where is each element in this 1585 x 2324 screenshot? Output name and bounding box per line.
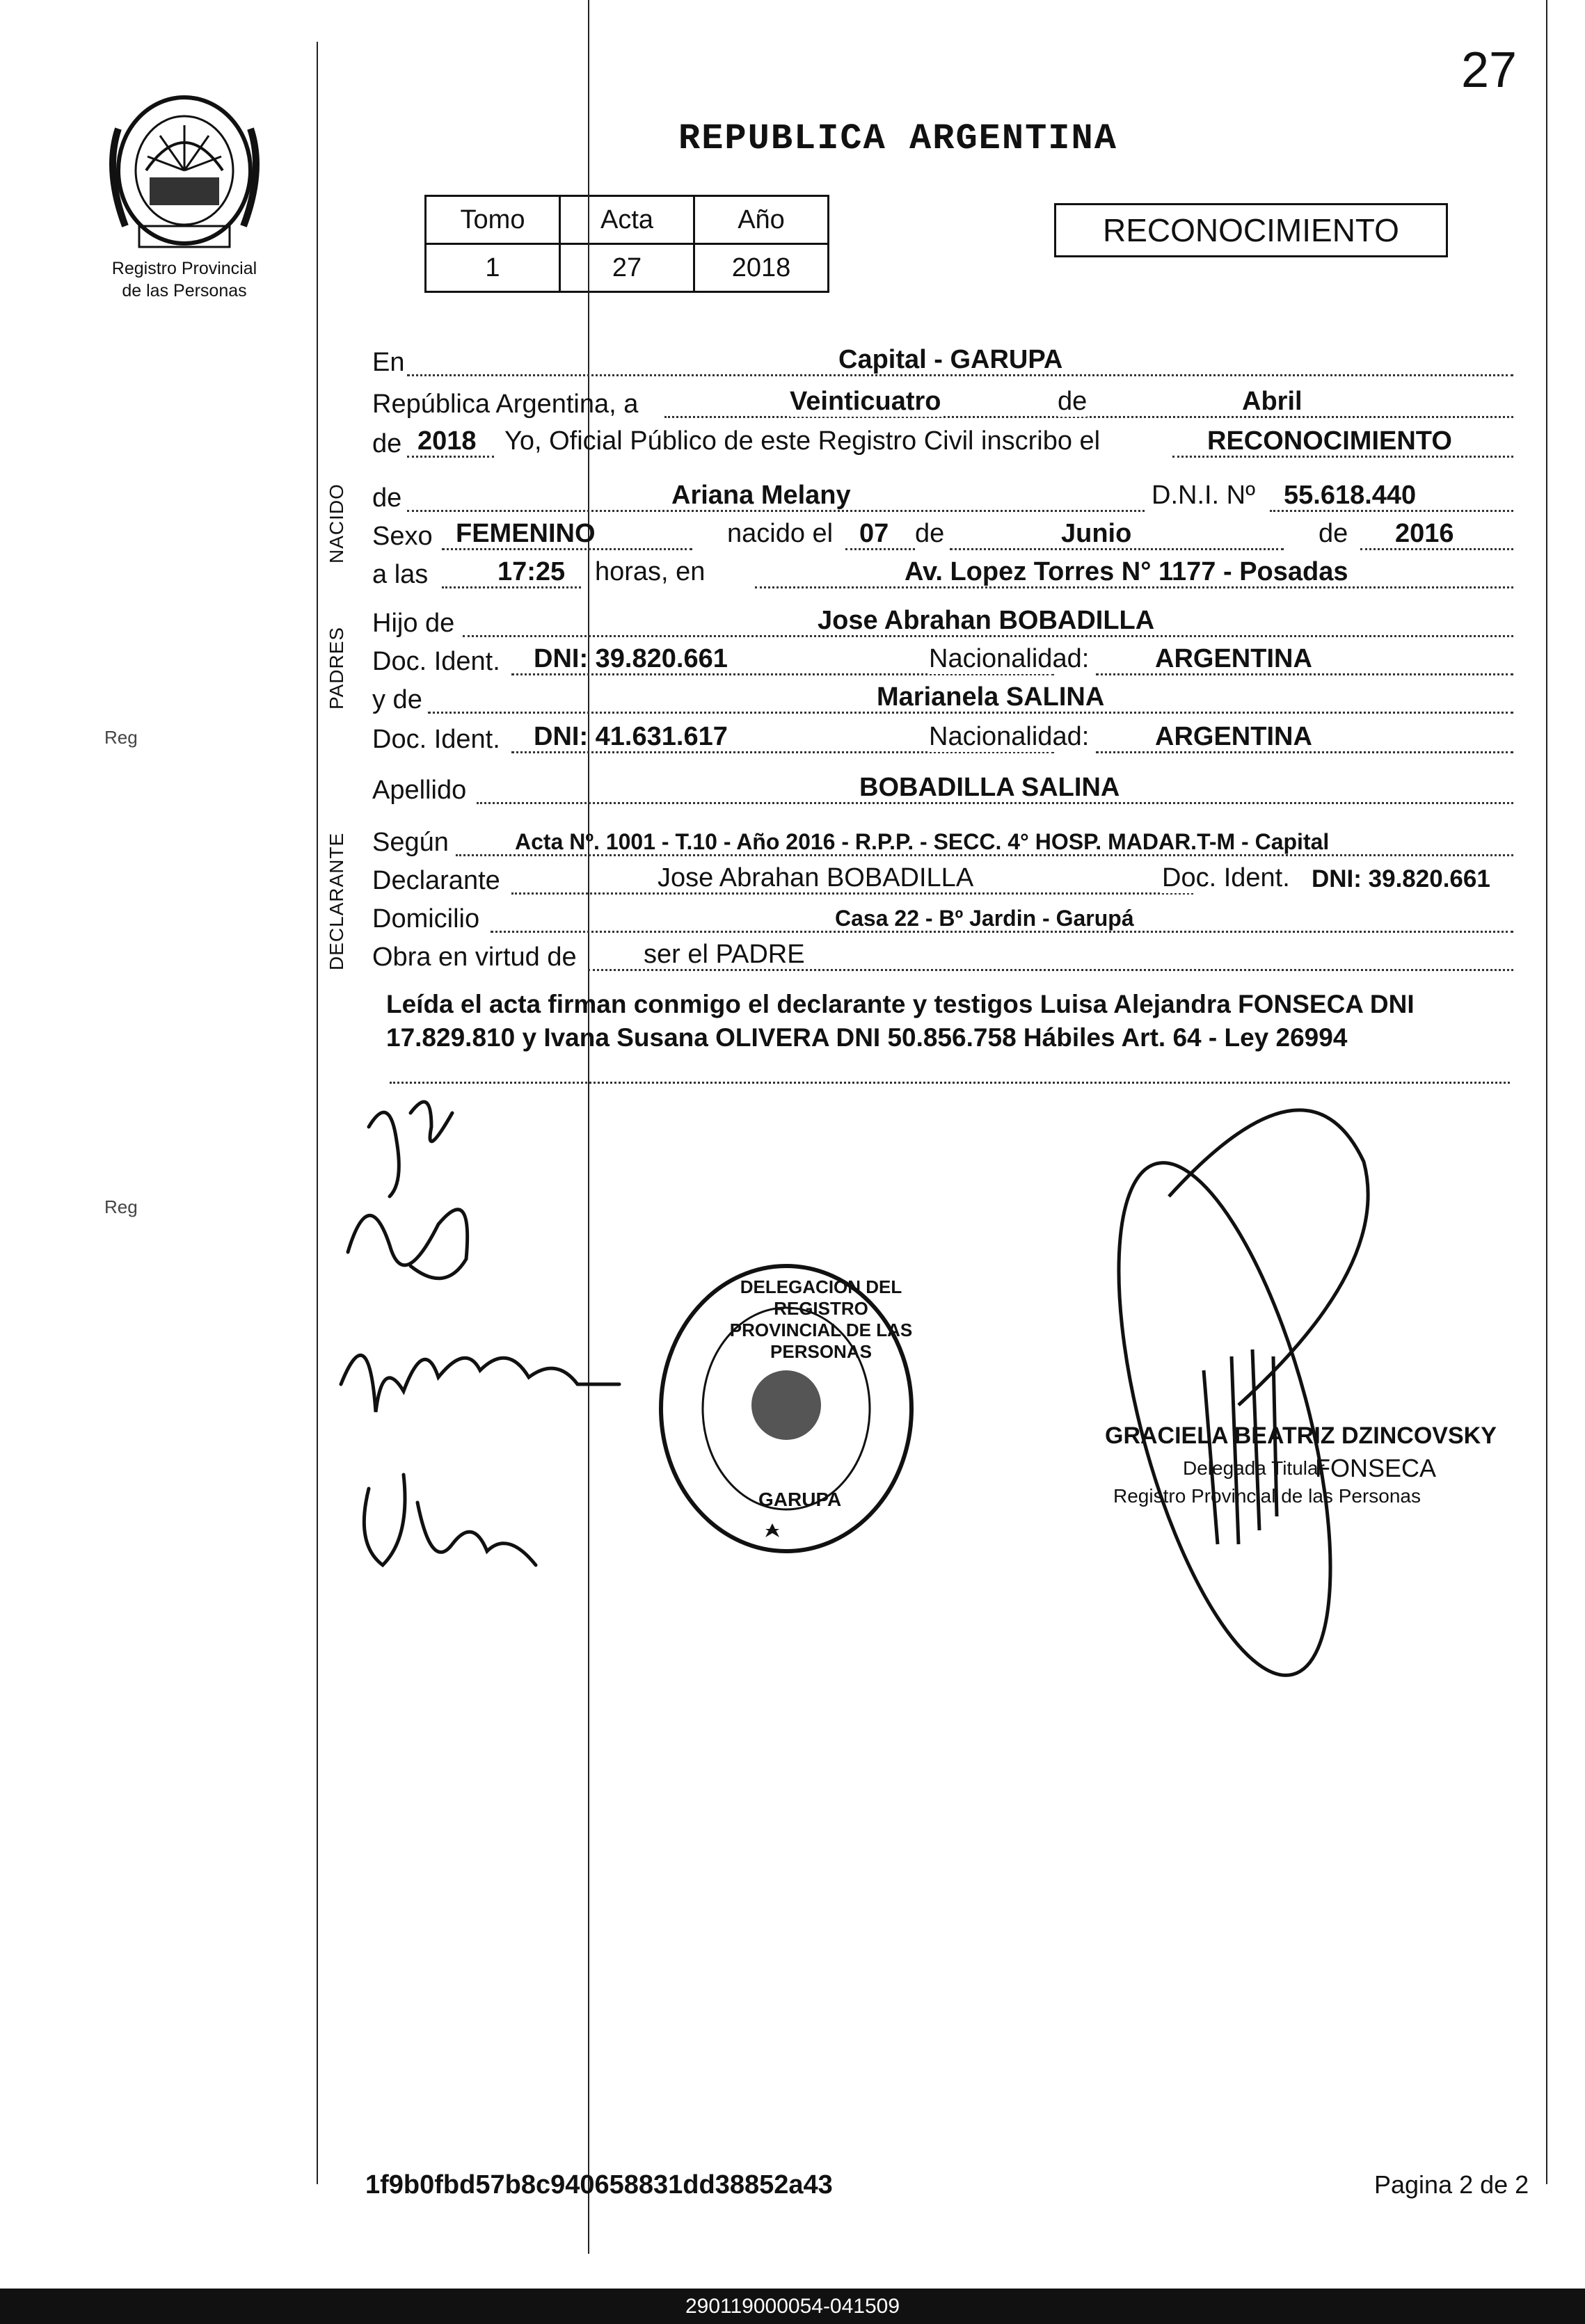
logo-caption	[83, 257, 285, 302]
register-value-ano: 2018	[694, 244, 829, 292]
label-de-month: de	[1058, 387, 1088, 416]
row-mother-doc	[372, 721, 1513, 758]
value-act: RECONOCIMIENTO	[1207, 426, 1452, 456]
row-place	[372, 344, 1513, 380]
register-table	[424, 195, 829, 293]
official-org: Registro Provincial de las Personas	[1113, 1485, 1421, 1507]
row-obra	[372, 939, 1513, 975]
label-obra: Obra en virtud de	[372, 943, 577, 972]
row-declarante	[372, 863, 1513, 899]
row-time-place	[372, 556, 1513, 593]
label-apellido: Apellido	[372, 776, 467, 805]
label-de-year: de	[372, 429, 402, 458]
label-declarante: Declarante	[372, 866, 500, 895]
official-role: Delegada Titular	[1183, 1457, 1325, 1479]
label-doc-father: Doc. Ident.	[372, 647, 500, 676]
value-birth-time: 17:25	[497, 557, 566, 586]
label-nac-mother: Nacionalidad:	[929, 722, 1090, 751]
register-header-ano: Año	[694, 196, 829, 244]
barcode-strip: 290119000054-041509	[0, 2289, 1585, 2324]
value-segun: Acta Nº. 1001 - T.10 - Año 2016 - R.P.P. - SECC. 4° HOSP. MADAR.T-M - Capital	[515, 829, 1330, 854]
register-header-acta: Acta	[560, 196, 694, 244]
row-sex-birth	[372, 518, 1513, 554]
official-signature	[1099, 1057, 1461, 1683]
value-mother-nat: ARGENTINA	[1155, 722, 1312, 751]
label-nacido: nacido el	[727, 519, 834, 548]
official-name: GRACIELA BEATRIZ DZINCOVSKY	[1105, 1423, 1497, 1449]
value-surname: BOBADILLA SALINA	[859, 773, 1120, 802]
row-father	[372, 605, 1513, 641]
seal-city: GARUPA	[758, 1489, 842, 1510]
country-title: REPUBLICA ARGENTINA	[678, 118, 1117, 159]
value-child-name: Ariana Melany	[671, 481, 851, 510]
value-birth-place: Av. Lopez Torres N° 1177 - Posadas	[905, 557, 1348, 586]
row-surname	[372, 772, 1513, 808]
side-label-padres: PADRES	[326, 626, 347, 710]
row-father-doc	[372, 643, 1513, 680]
value-mother-doc: DNI: 41.631.617	[534, 722, 728, 751]
document-hash: 1f9b0fbd57b8c940658831dd38852a43	[365, 2170, 833, 2199]
label-nac-father: Nacionalidad:	[929, 644, 1090, 673]
row-mother	[372, 682, 1513, 718]
label-doc-mother: Doc. Ident.	[372, 725, 500, 754]
row-segun	[372, 824, 1513, 860]
margin-note: Reg	[104, 727, 138, 748]
closing-statement: Leída el acta firman conmigo el declarante y testigos Luisa Alejandra FONSECA DNI 17.829.810 y Ivana Susana OLIVERA DNI 50.856.758 Hábiles Art. 64 - Ley 26994	[386, 990, 1415, 1052]
value-day: Veinticuatro	[790, 387, 941, 416]
label-alas: a las	[372, 560, 429, 589]
row-date	[372, 386, 1513, 422]
value-month: Abril	[1242, 387, 1303, 416]
value-father-name: Jose Abrahan BOBADILLA	[818, 606, 1155, 635]
label-de-name: de	[372, 483, 402, 513]
value-sexo: FEMENINO	[456, 519, 596, 548]
label-segun: Según	[372, 828, 449, 857]
row-year	[372, 426, 1513, 462]
margin-note: Reg	[104, 1196, 138, 1217]
right-margin-line	[1546, 0, 1547, 2184]
stamp-overprint: FONSECA	[1315, 1454, 1437, 1482]
register-value-tomo: 1	[426, 244, 560, 292]
value-birth-month: Junio	[1061, 519, 1132, 548]
side-label-nacido: NACIDO	[326, 483, 347, 563]
label-en: En	[372, 348, 405, 377]
seal-text: DELEGACION DEL REGISTRO PROVINCIAL DE LAS PERSONAS	[729, 1276, 913, 1362]
left-margin-line	[317, 42, 318, 2184]
province-coat-of-arms-logo	[104, 87, 264, 254]
label-domicilio: Domicilio	[372, 904, 480, 933]
page-indicator: Pagina 2 de 2	[1374, 2170, 1529, 2199]
row-child	[372, 480, 1513, 516]
label-republica: República Argentina, a	[372, 390, 639, 419]
value-year: 2018	[417, 426, 477, 456]
label-hijo: Hijo de	[372, 609, 455, 638]
register-header-tomo: Tomo	[426, 196, 560, 244]
row-domicilio	[372, 901, 1513, 937]
value-obra: ser el PADRE	[644, 940, 805, 969]
value-declarante: Jose Abrahan BOBADILLA	[658, 863, 974, 892]
label-de-birth-year: de	[1319, 519, 1348, 548]
register-value-acta: 27	[560, 244, 694, 292]
handwritten-signatures	[327, 1085, 675, 1607]
value-domicilio: Casa 22 - Bº Jardin - Garupá	[835, 906, 1134, 931]
value-father-nat: ARGENTINA	[1155, 644, 1312, 673]
label-de-birth: de	[915, 519, 945, 548]
label-yde: y de	[372, 685, 422, 714]
label-sexo: Sexo	[372, 522, 433, 551]
value-place: Capital - GARUPA	[838, 345, 1063, 374]
value-mother-name: Marianela SALINA	[877, 682, 1105, 712]
side-label-declarante: DECLARANTE	[326, 832, 347, 970]
value-child-dni: 55.618.440	[1284, 481, 1417, 510]
logo-caption-line2: de las Personas	[122, 281, 247, 300]
page-number: 27	[1461, 42, 1518, 98]
label-decl-doc: Doc. Ident.	[1162, 863, 1290, 892]
text-yo-oficial: Yo, Oficial Público de este Registro Civil inscribo el	[504, 426, 1101, 456]
act-type-box: RECONOCIMIENTO	[1054, 203, 1448, 257]
value-father-doc: DNI: 39.820.661	[534, 644, 728, 673]
label-horas: horas, en	[595, 557, 706, 586]
value-decl-doc: DNI: 39.820.661	[1312, 865, 1490, 892]
label-dni: D.N.I. Nº	[1152, 481, 1255, 510]
value-birth-day: 07	[859, 519, 889, 548]
value-birth-year: 2016	[1395, 519, 1454, 548]
logo-caption-line1: Registro Provincial	[111, 259, 257, 278]
